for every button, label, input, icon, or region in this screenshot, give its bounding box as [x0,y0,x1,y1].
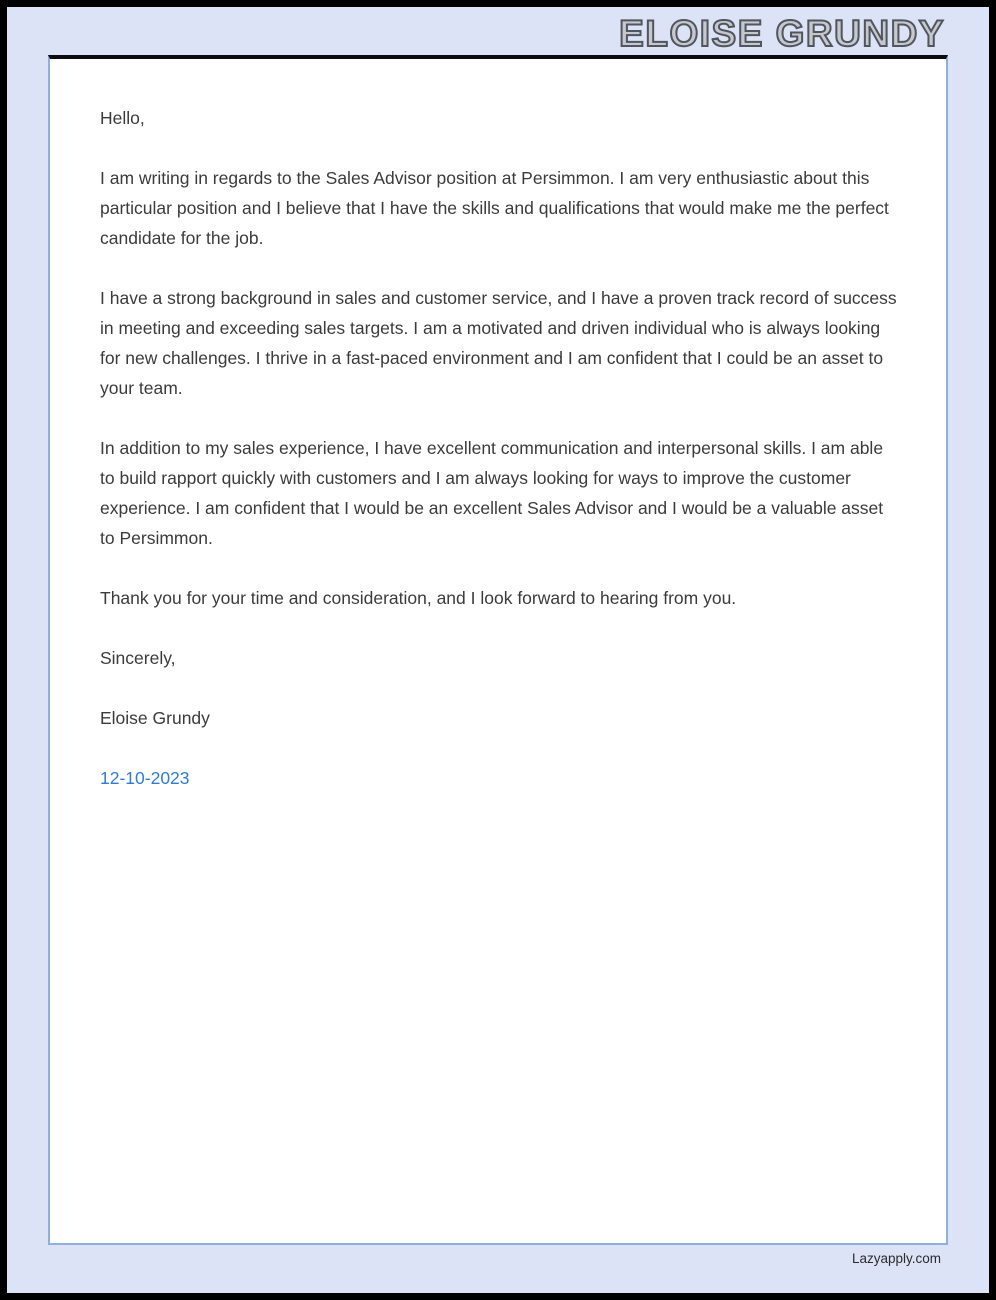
letter-paragraph: I am writing in regards to the Sales Advisor position at Persimmon. I am very enthusiastic about this particular position and I believe that I have the skills and qualifications that would make me the perfect candidate for the job. [100,168,889,248]
thank-you-text: Thank you for your time and consideration, and I look forward to hearing from you. [100,588,737,608]
greeting-text: Hello, [100,108,145,128]
letter-header [7,7,989,55]
signature-name: Eloise Grundy [100,708,210,728]
footer [7,1245,989,1293]
header-name: ELOISE GRUNDY [619,12,945,54]
closing-text: Sincerely, [100,648,176,668]
letter-paragraph: I have a strong background in sales and customer service, and I have a proven track record of success in meeting and exceeding sales targets. I am a motivated and driven individual who is always looking for new challenges. I thrive in a fast-paced environment and I am confident that I could be an asset to your team. [100,288,897,398]
letter-paragraph: In addition to my sales experience, I have excellent communication and interpersonal skills. I am able to build rapport quickly with customers and I am always looking for ways to improve the customer experience. I am confident that I would be an excellent Sales Advisor and I would be a valuable asset to Persimmon. [100,438,884,548]
date-field[interactable]: 12-10-2023 [100,768,190,788]
brand-link[interactable]: Lazyapply.com [851,1251,941,1266]
letter-page [48,55,948,1245]
